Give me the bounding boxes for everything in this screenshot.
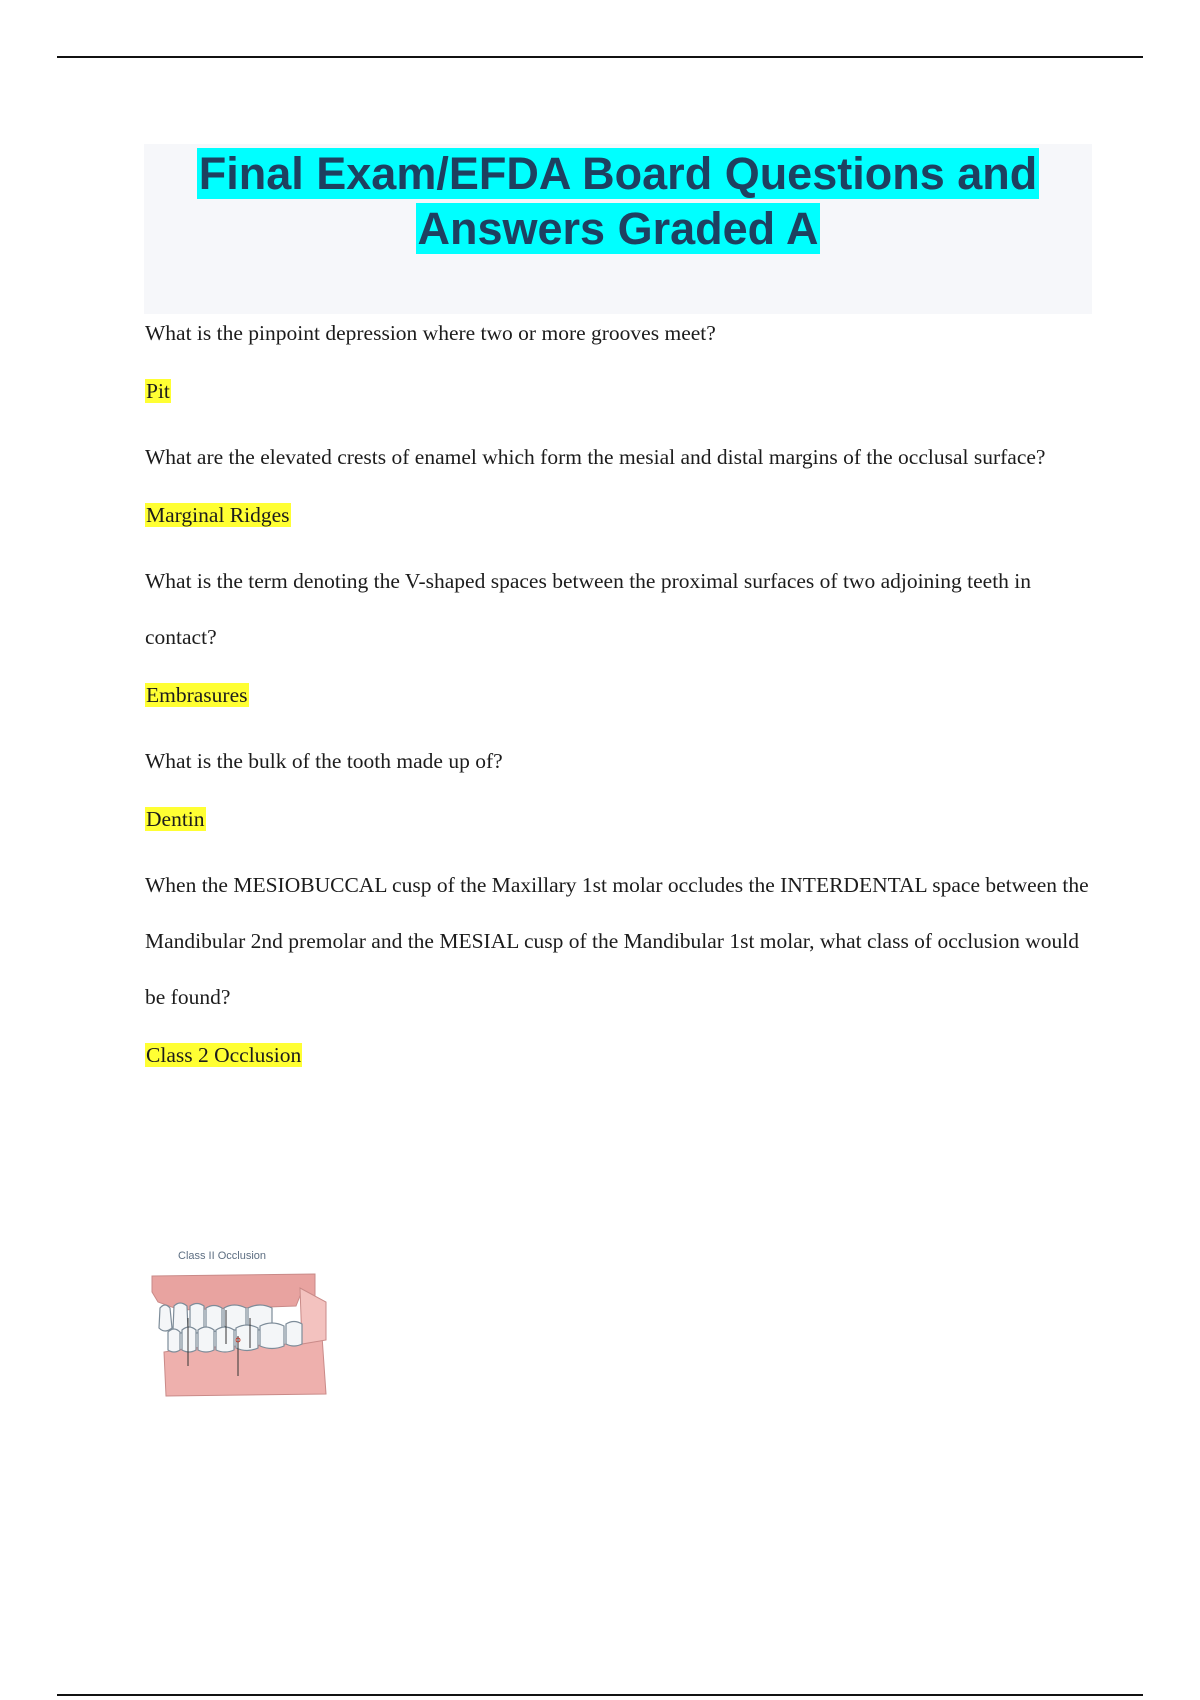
answer-4: Dentin [146,807,205,831]
answer-1: Pit [146,379,170,403]
title-line-2: Answers Graded A [417,203,819,254]
question-3: What is the term denoting the V-shaped spaces between the proximal surfaces of two adjoining teeth in contact? [145,569,1032,649]
title-block [144,144,1092,314]
title-line-1: Final Exam/EFDA Board Questions and [198,148,1038,199]
occlusion-illustration [150,1248,330,1408]
top-rule [57,56,1143,58]
question-1: What is the pinpoint depression where two or more grooves meet? [145,321,716,345]
answer-5: Class 2 Occlusion [146,1043,302,1067]
figure-caption: Class II Occlusion [178,1250,267,1262]
question-2: What are the elevated crests of enamel which form the mesial and distal margins of the occlusal surface? [145,445,1046,469]
answer-3: Embrasures [146,683,248,707]
class-2-occlusion-figure [150,1248,330,1408]
bottom-rule [57,1694,1143,1696]
qa-list [145,305,1095,1071]
question-4: What is the bulk of the tooth made up of? [145,749,503,773]
answer-2: Marginal Ridges [146,503,290,527]
document-title [197,146,1039,256]
question-5: When the MESIOBUCCAL cusp of the Maxillary 1st molar occludes the INTERDENTAL space between the Mandibular 2nd premolar and the MESIAL cusp of the Mandibular 1st molar, what class of occlusion would be found? [145,873,1089,1009]
